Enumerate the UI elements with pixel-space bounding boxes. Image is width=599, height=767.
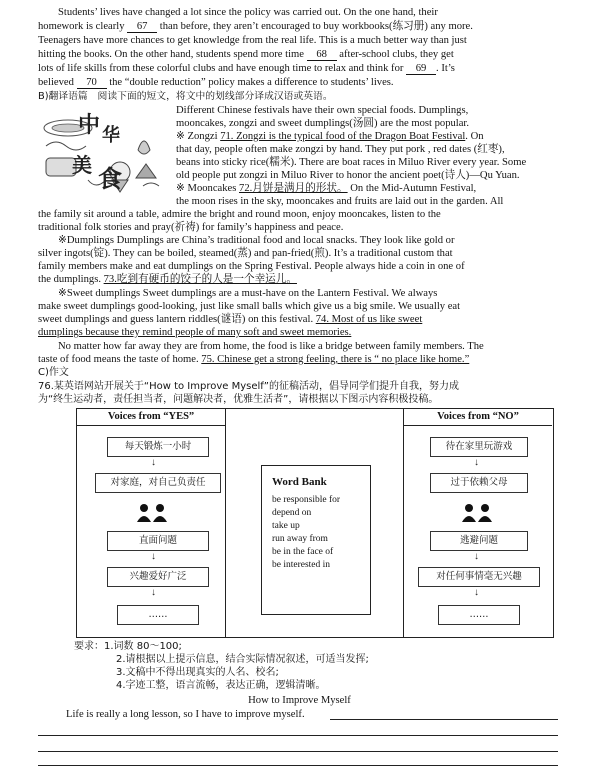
mooncake-line3: the family sit around a table, admire the bright and round moon, enjoy mooncakes, listen to the — [38, 209, 441, 220]
chinese-food-illustration — [38, 110, 168, 202]
no-column-title: Voices from “NO” — [404, 409, 552, 426]
yes-no-diagram — [76, 408, 554, 638]
blank-69[interactable]: 69 — [406, 63, 436, 75]
dumplings-line2: silver ingots(锭). They can be boiled, steamed(蒸) and pan-fried(煎). It’s a traditional custom that — [38, 248, 453, 259]
people-icon — [460, 503, 494, 523]
zongzi-line1: ※ Zongzi 71. Zongzi is the typical food of the Dragon Boat Festival. On — [176, 131, 484, 142]
closing-line1: No matter how far away they are from home, the food is like a bridge between family members. The — [58, 341, 484, 352]
no-item-depend-parents: 过于依赖父母 — [430, 473, 528, 493]
word-bank-item: be interested in — [272, 560, 331, 570]
requirements-line-3: 3.文稿中不得出现真实的人名、校名; — [116, 667, 279, 678]
word-bank-item: be in the face of — [272, 547, 334, 557]
arrow-down-icon: ↓ — [151, 587, 156, 598]
zongzi-line4: old people put zongzi in Miluo River to honor the ancient poet(诗人)—Qu Yuan. — [176, 170, 520, 181]
sweet-dumplings-line2: make sweet dumplings good-looking, just like small balls which give us a big smile. We usually eat — [38, 301, 461, 312]
mooncake-line2: the moon rises in the sky, mooncakes and fruits are laid out in the garden. All — [176, 196, 504, 207]
word-bank-item: be responsible for — [272, 495, 341, 505]
art-title-char-2: 华 — [102, 125, 120, 146]
requirements-line-1: 要求：1.词数 80～100; — [74, 641, 182, 652]
translation-71: 71. Zongzi is the typical food of the Dragon Boat Festival — [220, 131, 466, 142]
intro-line-5: lots of life skills from these colorful clubs and have enough time to relax and think for 69 . It’s — [38, 63, 455, 74]
no-item-no-interest: 对任何事情毫无兴趣 — [418, 567, 540, 587]
arrow-down-icon: ↓ — [474, 587, 479, 598]
writing-line[interactable] — [38, 735, 558, 736]
arrow-down-icon: ↓ — [474, 551, 479, 562]
requirements-line-2: 2.请根据以上提示信息，结合实际情况叙述，可适当发挥; — [116, 654, 369, 665]
section-c-heading: C)作文 — [38, 367, 69, 378]
people-icon — [135, 503, 169, 523]
blank-67[interactable]: 67 — [127, 21, 157, 33]
word-bank-title: Word Bank — [272, 476, 327, 488]
yes-item-exercise: 每天锻炼一小时 — [107, 437, 209, 457]
task-line-1: 76.某英语网站开展关于“How to Improve Myself”的征稿活动，倡导同学们提升自我，努力成 — [38, 381, 459, 392]
arrow-down-icon: ↓ — [151, 457, 156, 468]
yes-item-more: …… — [117, 605, 199, 625]
task-line-2: 为“终生运动者，责任担当者，问题解决者，优雅生活者”，请根据以下图示内容积极投稿。 — [38, 394, 439, 405]
sweet-dumplings-line1: ※Sweet dumplings Sweet dumplings are a must-have on the Lantern Festival. We always — [58, 288, 438, 299]
dumplings-line3: family members make and eat dumplings on the Spring Festival. People always hide a coin in one of — [38, 261, 465, 272]
yes-item-responsible: 对家庭，对自己负责任 — [95, 473, 221, 493]
closing-line2: taste of food means the taste of home. 75. Chinese get a strong feeling, there is “ no place like home.” — [38, 354, 470, 365]
requirements-line-4: 4.字迹工整，语言流畅，表达正确，逻辑清晰。 — [116, 680, 326, 691]
art-title-char-1: 中 — [78, 113, 101, 138]
no-item-more: …… — [438, 605, 520, 625]
writing-line[interactable] — [330, 719, 558, 720]
translation-74a: 74. Most of us like sweet — [315, 314, 423, 325]
word-bank-item: take up — [272, 521, 300, 531]
sweet-dumplings-line3: sweet dumplings and guess lantern riddles(谜语) on this festival. 74. Most of us like sweet — [38, 314, 423, 325]
dumplings-line1: ※Dumplings Dumplings are China’s traditional food and local snacks. They look like gold or — [58, 235, 455, 246]
sweet-dumplings-line4 — [38, 326, 560, 340]
word-bank-item: depend on — [272, 508, 312, 518]
blank-70[interactable]: 70 — [77, 77, 107, 89]
yes-column — [77, 409, 226, 637]
essay-opening: Life is really a long lesson, so I have to improve myself. — [66, 709, 305, 720]
intro-line-1: Students’ lives have changed a lot since the policy was carried out. On the one hand, their — [58, 7, 438, 18]
section-b-heading: B)翻译语篇 阅读下面的短文，将文中的划线部分译成汉语或英语。 — [38, 91, 333, 102]
essay-title: How to Improve Myself — [248, 695, 351, 706]
intro-line-3: Teenagers have more chances to get knowledge from the real life. This is a much better way than just — [38, 35, 467, 46]
zongzi-line2: that day, people often make zongzi by hand. They put pork , red dates (红枣), — [176, 144, 505, 155]
yes-column-title: Voices from “YES” — [77, 409, 225, 426]
intro-line-4: hitting the books. On the other hand, students spend more time 68 after-school clubs, they get — [38, 49, 454, 60]
mooncake-line1: ※ Mooncakes 72.月饼是满月的形状。 On the Mid-Autumn Festival, — [176, 183, 477, 194]
no-item-avoid-problems: 逃避问题 — [430, 531, 528, 551]
translation-72: 72.月饼是满月的形状。 — [239, 183, 348, 194]
festival-p1-line2: mooncakes, zongzi and sweet dumplings(汤圆) are the most popular. — [176, 118, 470, 129]
no-column — [403, 409, 552, 637]
intro-line-2: homework is clearly 67 than before, they aren’t encouraged to buy workbooks(练习册) any more. — [38, 21, 473, 32]
writing-line[interactable] — [38, 751, 558, 752]
translation-74b: dumplings because they remind people of many soft and sweet memories. — [38, 327, 352, 338]
translation-73: 73.吃到有硬币的饺子的人是一个幸运儿。 — [103, 274, 297, 285]
arrow-down-icon: ↓ — [474, 457, 479, 468]
arrow-down-icon: ↓ — [151, 551, 156, 562]
translation-75: 75. Chinese get a strong feeling, there is “ no place like home.” — [201, 354, 470, 365]
no-item-games: 待在家里玩游戏 — [430, 437, 528, 457]
dumplings-line4: the dumplings. 73.吃到有硬币的饺子的人是一个幸运儿。 — [38, 274, 297, 285]
blank-68[interactable]: 68 — [307, 49, 337, 61]
word-bank — [261, 465, 371, 615]
art-title-char-3: 美 — [72, 153, 92, 177]
intro-line-6: believed 70 the “double reduction” policy makes a difference to students’ lives. — [38, 77, 394, 88]
mooncake-line4: traditional folk stories and pray(祈祷) for family’s happiness and peace. — [38, 222, 344, 233]
art-title-char-4: 食 — [98, 165, 122, 193]
zongzi-line3: beans into sticky rice(糯米). There are boat races in Miluo River every year. Some — [176, 157, 527, 168]
yes-item-face-problems: 直面问题 — [107, 531, 209, 551]
festival-p1-line1: Different Chinese festivals have their own special foods. Dumplings, — [176, 105, 469, 116]
yes-item-hobbies: 兴趣爱好广泛 — [107, 567, 209, 587]
writing-line[interactable] — [38, 765, 558, 766]
word-bank-item: run away from — [272, 534, 328, 544]
